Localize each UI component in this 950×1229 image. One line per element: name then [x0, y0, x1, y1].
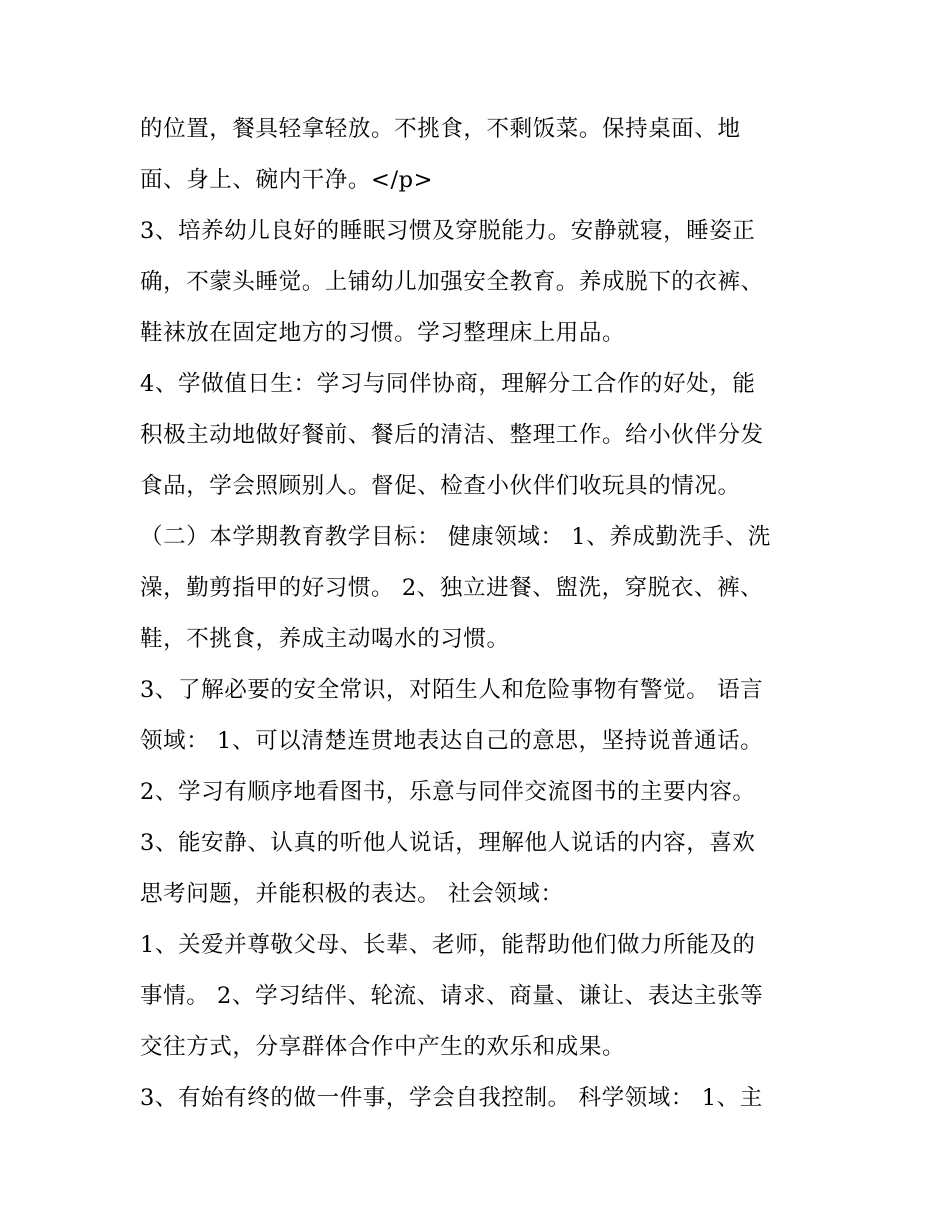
text-line: （二）本学期教育教学目标： 健康领域： 1、养成勤洗手、洗 [140, 524, 772, 550]
text-line: 鞋，不挑食，养成主动喝水的习惯。 [140, 626, 510, 652]
text-line: 事情。 2、学习结伴、轮流、请求、商量、谦让、表达主张等 [140, 983, 764, 1009]
text-line: 澡，勤剪指甲的好习惯。 2、独立进餐、盥洗，穿脱衣、裤、 [140, 575, 764, 601]
text-line: 食品，学会照顾别人。督促、检查小伙伴们收玩具的情况。 [140, 473, 741, 499]
text-line: 3、能安静、认真的听他人说话，理解他人说话的内容，喜欢 [140, 830, 756, 856]
text-line: 思考问题，并能积极的表达。 社会领域： [140, 881, 564, 907]
text-line: 2、学习有顺序地看图书，乐意与同伴交流图书的主要内容。 [140, 779, 756, 805]
text-line: 领域： 1、可以清楚连贯地表达自己的意思，坚持说普通话。 [140, 728, 764, 754]
text-line: 的位置，餐具轻拿轻放。不挑食，不剩饭菜。保持桌面、地 [140, 116, 741, 142]
text-line: 面、身上、碗内干净。</p> [140, 167, 434, 193]
text-line: 积极主动地做好餐前、餐后的清洁、整理工作。给小伙伴分发 [140, 422, 764, 448]
text-line: 3、了解必要的安全常识，对陌生人和危险事物有警觉。 语言 [140, 677, 764, 703]
text-line: 交往方式，分享群体合作中产生的欢乐和成果。 [140, 1034, 626, 1060]
text-line: 3、培养幼儿良好的睡眠习惯及穿脱能力。安静就寝，睡姿正 [140, 218, 756, 244]
text-line: 4、学做值日生：学习与同伴协商，理解分工合作的好处，能 [140, 371, 756, 397]
text-line: 3、有始有终的做一件事，学会自我控制。 科学领域： 1、主 [140, 1085, 763, 1111]
text-line: 鞋袜放在固定地方的习惯。学习整理床上用品。 [140, 320, 626, 346]
text-line: 确，不蒙头睡觉。上铺幼儿加强安全教育。养成脱下的衣裤、 [140, 269, 764, 295]
text-line: 1、关爱并尊敬父母、长辈、老师，能帮助他们做力所能及的 [140, 932, 756, 958]
